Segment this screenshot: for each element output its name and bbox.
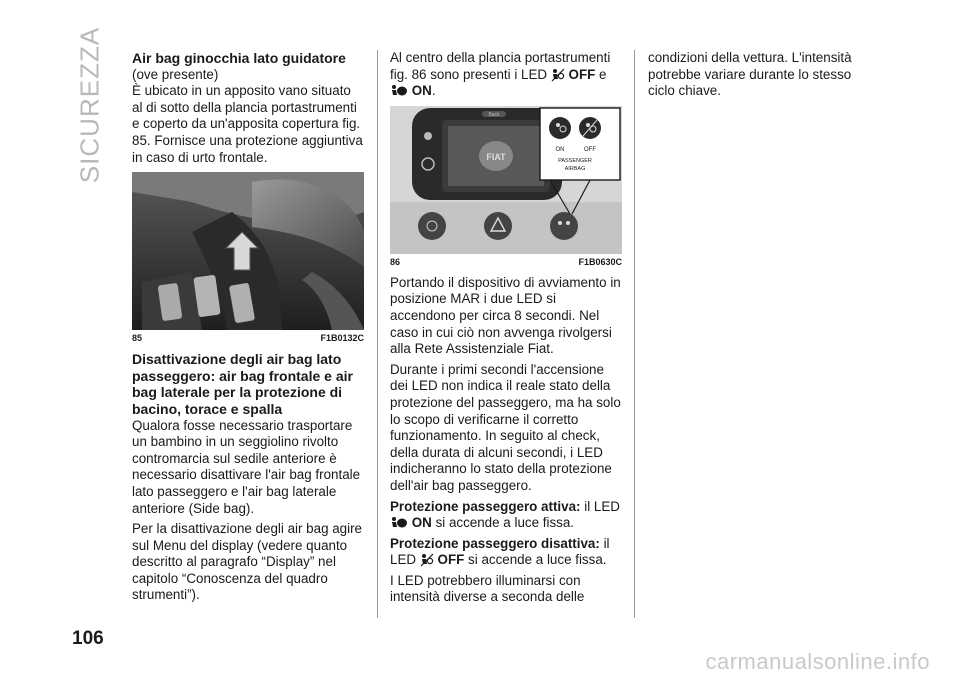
column-1 <box>132 50 364 608</box>
led-intro-end: . <box>431 83 436 99</box>
knee-airbag-subheading: (ove presente) <box>132 66 219 82</box>
led-intro-text: Al centro della plancia portastrumenti fig. 86 sono presenti i LED <box>390 50 611 82</box>
knee-airbag-heading: Air bag ginocchia lato guidatore <box>132 50 346 66</box>
protection-inactive-label: Protezione passeggero disattiva: <box>390 535 600 551</box>
figure-86-number: 86 <box>390 256 401 267</box>
airbag-on-icon <box>390 84 408 98</box>
protection-inactive-text-b: si accende a luce fissa. <box>468 552 607 568</box>
airbag-on-icon <box>390 516 408 530</box>
bezel-label: Back <box>488 111 500 118</box>
figure-86-caption <box>390 257 622 267</box>
figure-86 <box>390 106 622 267</box>
deactivation-menu-text: Per la disattivazione degli air bag agire sul Menu del display (vedere quanto descritto al paragrafo “Display” nel capitolo “Conoscenza del quadro strumenti”). <box>132 521 363 603</box>
airbag-off-icon <box>420 553 434 567</box>
deactivation-heading: Disattivazione degli air bag lato passeggero: air bag frontale e air bag laterale per la protezione di bacino, torace e spalla <box>132 351 353 417</box>
column-divider <box>377 50 378 618</box>
led-intensity-text: I LED potrebbero illuminarsi con intensità diverse a seconda delle <box>390 572 585 605</box>
knee-airbag-text: È ubicato in un apposito vano situato al di sotto della plancia portastrumenti e coperto da un'apposita copertura fig. 85. Fornisce una protezione aggiuntiva in caso di urto frontale. <box>132 83 363 165</box>
protection-active <box>390 499 622 532</box>
protection-active-on: ON <box>411 515 432 531</box>
column-2 <box>390 50 622 610</box>
inset-off-label: OFF <box>584 146 596 153</box>
led-check-text: Durante i primi secondi l'accensione dei LED non indica il reale stato della protezione del passeggero, ma ha solo lo scopo di verificarne il corretto funzionamento. In seguito al check, della durata di alcuni secondi, i LED indicheranno lo stato della protezione dell'air bag passeggero. <box>390 361 621 493</box>
protection-inactive-text-a: il LED <box>390 535 610 568</box>
figure-85-caption <box>132 333 364 343</box>
figure-85-code: F1B0132C <box>320 333 364 344</box>
protection-active-text-a: il LED <box>584 498 620 514</box>
deactivation-text: Qualora fosse necessario trasportare un bambino in un seggiolino rivolto contromarcia sul sedile anteriore è necessario disattivare l'air bag frontale lato passeggero e l'air bag laterale anteriore (Side bag). <box>132 417 361 516</box>
protection-active-label: Protezione passeggero attiva: <box>390 498 581 514</box>
figure-85 <box>132 172 364 343</box>
figure-86-code: F1B0630C <box>578 256 622 267</box>
section-title: SICUREZZA <box>74 26 105 184</box>
inset-on-label: ON <box>555 146 565 153</box>
figure-85-number: 85 <box>132 333 143 344</box>
column-divider <box>634 50 635 618</box>
led-off-label: OFF <box>568 66 596 82</box>
led-intro <box>390 50 622 100</box>
protection-active-text-b: si accende a luce fissa. <box>435 515 575 531</box>
led-intro-and: e <box>599 66 607 82</box>
footwell-illustration <box>132 172 364 330</box>
led-on-label: ON <box>411 83 432 99</box>
watermark: carmanualsonline.info <box>705 649 930 674</box>
svg-text:FIAT: FIAT <box>486 151 506 162</box>
page-number: 106 <box>72 628 104 649</box>
inset-airbag-label: AIRBAG <box>564 165 586 172</box>
protection-inactive <box>390 536 622 569</box>
section-side-tab <box>70 26 110 184</box>
inset-passenger-label: PASSENGER <box>558 157 592 164</box>
airbag-off-icon <box>551 68 565 82</box>
led-startup-text: Portando il dispositivo di avviamento in posizione MAR i due LED si accendono per circa 8 secondi. Nel caso in cui ciò non avvenga rivolgersi alla Rete Assistenziale Fiat. <box>390 274 621 357</box>
protection-inactive-off: OFF <box>437 552 465 568</box>
led-intensity-continued: condizioni della vettura. L'intensità potrebbe variare durante lo stesso ciclo chiave. <box>648 50 852 99</box>
dashboard-center-illustration <box>390 106 622 254</box>
column-3 <box>648 50 880 104</box>
